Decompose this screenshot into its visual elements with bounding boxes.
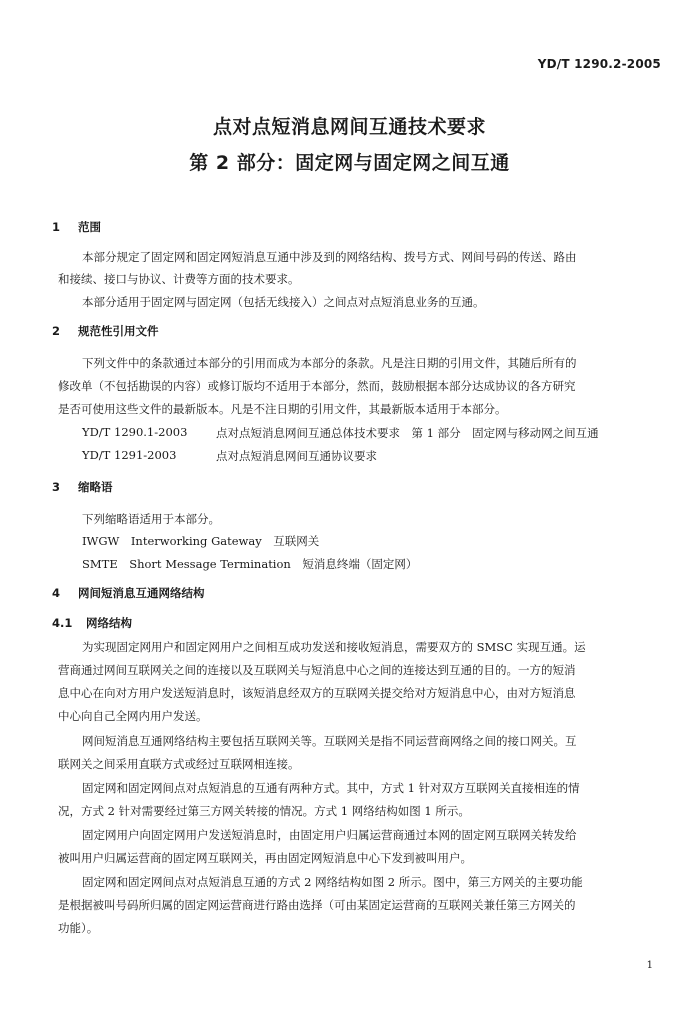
paragraph-line: 固定网用户向固定网用户发送短消息时，由固定用户归属运营商通过本网的固定网互联网关转发给 [82,828,577,842]
paragraph-line: 固定网和固定网间点对点短消息互通的方式 2 网络结构如图 2 所示。图中，第三方网关的主要功能 [82,875,583,889]
paragraph-line: 营商通过网间互联网关之间的连接以及互联网关与短消息中心之间的连接达到互通的目的。一方的短消 [58,663,576,677]
paragraph-line: 下列缩略语适用于本部分。 [82,512,220,526]
paragraph-line: 本部分规定了固定网和固定网短消息互通中涉及到的网络结构、拨号方式、网间号码的传送、路由 [82,250,577,264]
abbreviation-entry: SMTE Short Message Termination 短消息终端（固定网） [82,557,418,571]
document-title: 点对点短消息网间互通技术要求 [212,116,486,138]
document-subtitle: 第 2 部分：固定网与固定网之间互通 [189,152,510,174]
paragraph-line: 况，方式 2 针对需要经过第三方网关转接的情况。方式 1 网络结构如图 1 所示。 [58,804,470,818]
paragraph-line: 本部分适用于固定网与固定网（包括无线接入）之间点对点短消息业务的互通。 [82,295,485,309]
paragraph-line: 中心向自己全网内用户发送。 [58,709,208,723]
section-number: 2 [52,324,61,338]
section-number: 4 [52,586,61,600]
paragraph-line: 被叫用户归属运营商的固定网互联网关，再由固定网短消息中心下发到被叫用户。 [58,851,472,865]
paragraph-line: 为实现固定网用户和固定网用户之间相互成功发送和接收短消息，需要双方的 SMSC 实现互通。运 [82,640,586,654]
paragraph-line: 是否可使用这些文件的最新版本。凡是不注日期的引用文件，其最新版本适用于本部分。 [58,402,507,416]
section-3-heading [52,479,113,495]
paragraph-line: 息中心在向对方用户发送短消息时，该短消息经双方的互联网关提交给对方短消息中心，由对方短消息 [58,686,576,700]
page-number: 1 [646,960,653,971]
reference-title: 点对点短消息网间互通协议要求 [216,449,377,463]
section-number: 4.1 [52,616,73,630]
section-title: 规范性引用文件 [78,324,159,338]
paragraph-line: 是根据被叫号码所归属的固定网运营商进行路由选择（可由某固定运营商的互联网关兼任第三方网关的 [58,898,576,912]
section-1-heading [52,219,101,235]
section-2-heading [52,323,159,339]
section-title: 范围 [78,220,101,234]
abbreviation-entry: IWGW Interworking Gateway 互联网关 [82,534,320,548]
reference-code: YD/T 1291-2003 [82,448,177,462]
reference-title: 点对点短消息网间互通总体技术要求 第 1 部分 固定网与移动网之间互通 [216,426,599,440]
section-number: 3 [52,480,61,494]
section-title: 网络结构 [86,616,132,630]
section-4-heading [52,585,205,601]
paragraph-line: 修改单（不包括勘误的内容）或修订版均不适用于本部分，然而，鼓励根据本部分达成协议的各方研究 [58,379,576,393]
section-title: 缩略语 [78,480,113,494]
section-4-1-heading [52,615,132,631]
reference-code: YD/T 1290.1-2003 [82,425,188,439]
paragraph-line: 联网关之间采用直联方式或经过互联网相连接。 [58,757,300,771]
section-title: 网间短消息互通网络结构 [78,586,205,600]
paragraph-line: 和接续、接口与协议、计费等方面的技术要求。 [58,272,300,286]
paragraph-line: 固定网和固定网间点对点短消息的互通有两种方式。其中，方式 1 针对双方互联网关直接相连的情 [82,781,580,795]
standard-code: YD/T 1290.2-2005 [537,57,661,71]
paragraph-line: 网间短消息互通网络结构主要包括互联网关等。互联网关是指不同运营商网络之间的接口网关。互 [82,734,577,748]
paragraph-line: 功能）。 [58,921,99,935]
paragraph-line: 下列文件中的条款通过本部分的引用而成为本部分的条款。凡是注日期的引用文件，其随后所有的 [82,356,577,370]
section-number: 1 [52,220,61,234]
